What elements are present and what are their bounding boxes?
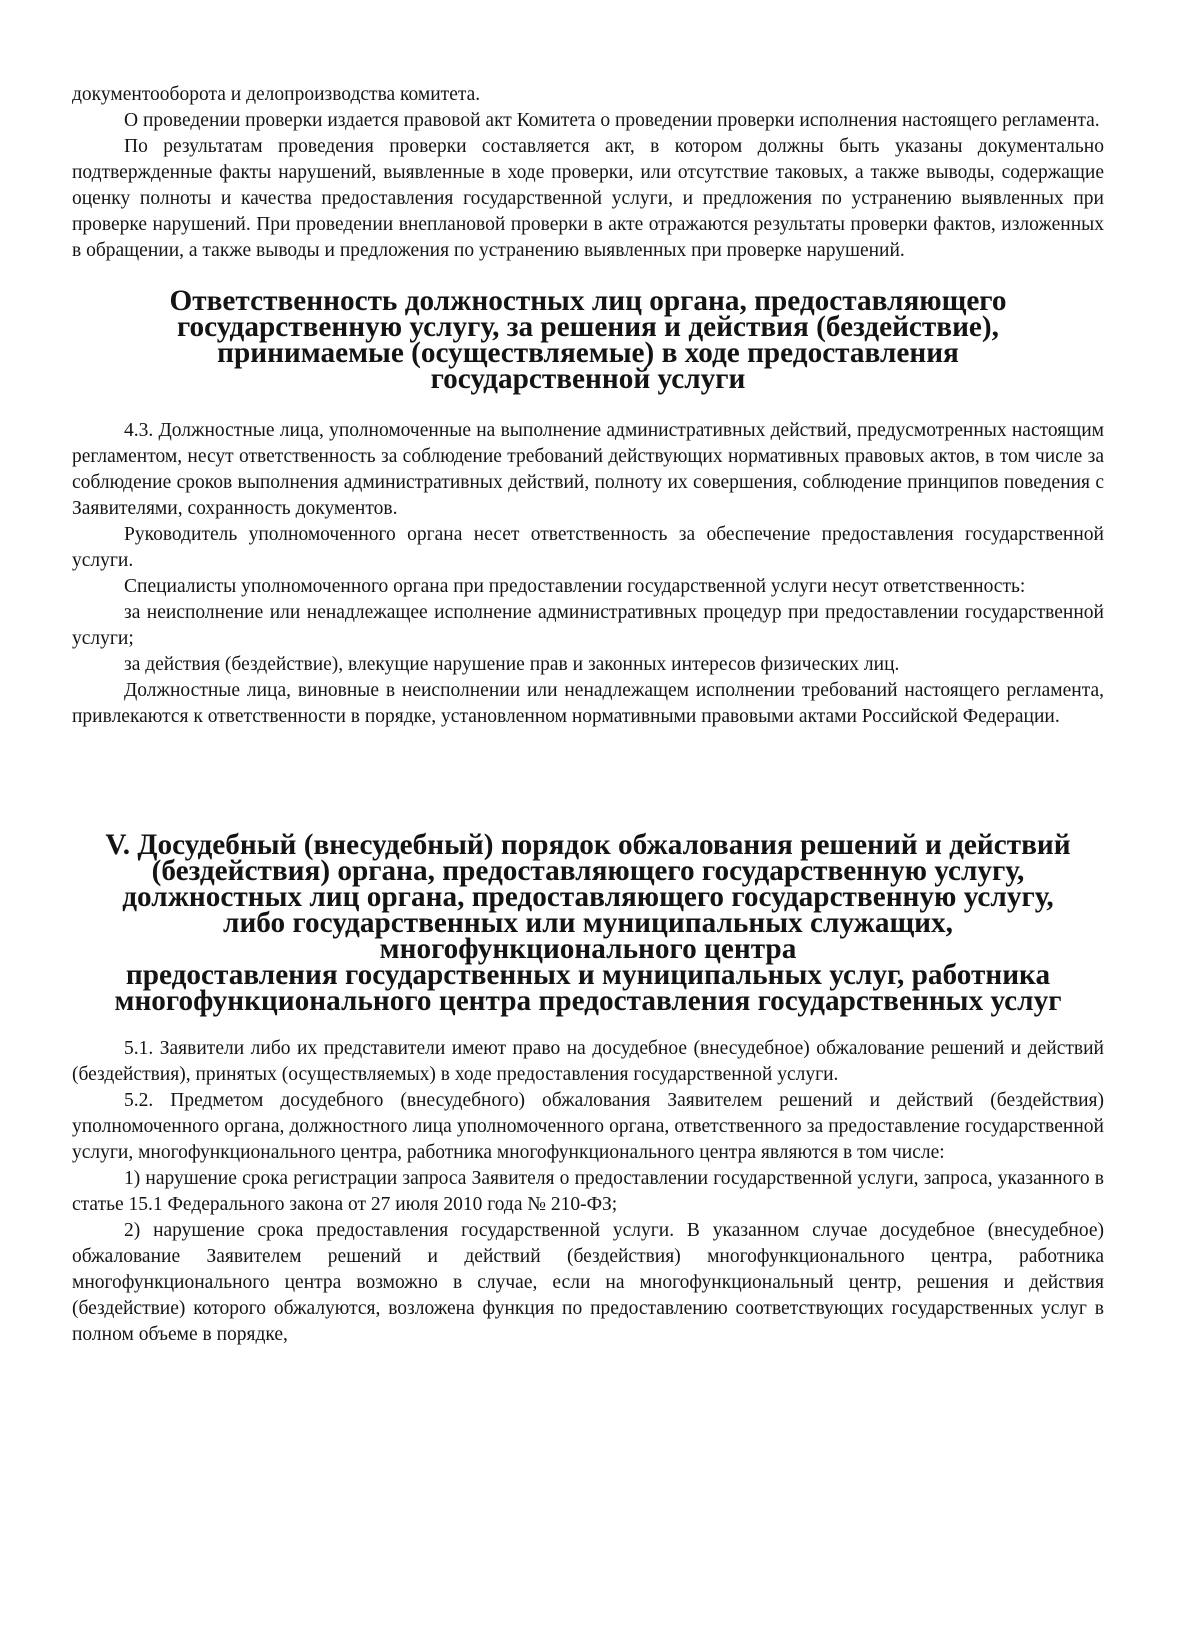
document-page: [72, 82, 1104, 1348]
paragraph-inspection-act: О проведении проверки издается правовой акт Комитета о проведении проверки исполнения настоящего регламента.: [124, 110, 1100, 131]
paragraph-5-2: 5.2. Предметом досудебного (внесудебного) обжалования Заявителем решений и действий (бездействия) уполномоченного органа, должностного лица уполномоченного органа, ответственного за предоставление государственной услуги, многофункционального центра, работника многофункционального центра являются в том числе:: [72, 1090, 1104, 1163]
paragraph-item-2: 2) нарушение срока предоставления государственной услуги. В указанном случае досудебное (внесудебное) обжалование Заявителем решений и действий (бездействия) многофункционального центра, работника многофункционального центра возможно в случае, если на многофункциональный центр, решения и действия (бездействие) которого обжалуются, возложена функция по предоставлению соответствующих государственных услуг в полном объеме в порядке,: [72, 1220, 1104, 1345]
heading-line: принимаемые (осуществляемые) в ходе предоставления: [217, 337, 959, 369]
paragraph-liability: Должностные лица, виновные в неисполнении или ненадлежащем исполнении требований настоящего регламента, привлекаются к ответственности в порядке, установленном нормативными правовыми актами Российской Федерации.: [72, 680, 1104, 727]
section-heading-responsibility: [72, 285, 1104, 395]
paragraph-actions: за действия (бездействие), влекущие нарушение прав и законных интересов физических лиц.: [124, 654, 900, 675]
paragraph-head-responsibility: Руководитель уполномоченного органа несет ответственность за обеспечение предоставления государственной услуги.: [72, 524, 1104, 571]
paragraph-inspection-results: По результатам проведения проверки составляется акт, в котором должны быть указаны документально подтвержденные факты нарушений, выявленные в ходе проверки, или отсутствие таковых, а также выводы, содержащие оценку полноты и качества предоставления государственной услуги, и предложения по устранению выявленных при проверке нарушений. При проведении внеплановой проверки в акте отражаются результаты проверки фактов, изложенных в обращении, а также выводы и предложения по устранению выявленных при проверке нарушений.: [72, 136, 1104, 261]
scan-artifact: [1140, 0, 1200, 14]
section-heading-appeal: [72, 829, 1104, 1017]
spacer: [72, 730, 1104, 832]
paragraph-specialists: Специалисты уполномоченного органа при предоставлении государственной услуги несут ответственность:: [124, 576, 1026, 597]
heading-line: V. Досудебный (внесудебный) порядок обжалования решений и действий: [105, 829, 1071, 861]
heading-line: либо государственных или муниципальных служащих, многофункционального центра: [223, 907, 953, 965]
paragraph-5-1: 5.1. Заявители либо их представители имеют право на досудебное (внесудебное) обжалование решений и действий (бездействия), принятых (осуществляемых) в ходе предоставления государственной услуги.: [72, 1038, 1104, 1085]
heading-line: (бездействия) органа, предоставляющего государственную услугу,: [151, 855, 1025, 887]
paragraph-nonperformance: за неисполнение или ненадлежащее исполнение административных процедур при предоставлении государственной услуги;: [72, 602, 1104, 649]
paragraph-item-1: 1) нарушение срока регистрации запроса Заявителя о предоставлении государственной услуги, запроса, указанного в статье 15.1 Федерального закона от 27 июля 2010 года № 210-ФЗ;: [72, 1168, 1104, 1215]
paragraph-docflow: документооборота и делопроизводства комитета.: [72, 84, 481, 105]
heading-line: Ответственность должностных лиц органа, предоставляющего: [169, 285, 1007, 317]
heading-line: многофункционального центра предоставления государственных услуг: [114, 985, 1062, 1017]
paragraph-4-3: 4.3. Должностные лица, уполномоченные на выполнение административных действий, предусмотренных настоящим регламентом, несут ответственность за соблюдение требований действующих нормативных правовых актов, в том числе за соблюдение сроков выполнения административных действий, полноту их совершения, соблюдение принципов поведения с Заявителями, сохранность документов.: [72, 420, 1104, 519]
spacer: [72, 392, 1104, 418]
heading-line: государственной услуги: [430, 363, 746, 395]
heading-line: предоставления государственных и муниципальных услуг, работника: [125, 959, 1051, 991]
heading-line: государственную услугу, за решения и действия (бездействие),: [177, 311, 999, 343]
heading-line: должностных лиц органа, предоставляющего государственную услугу,: [122, 881, 1054, 913]
spacer: [72, 1014, 1104, 1036]
